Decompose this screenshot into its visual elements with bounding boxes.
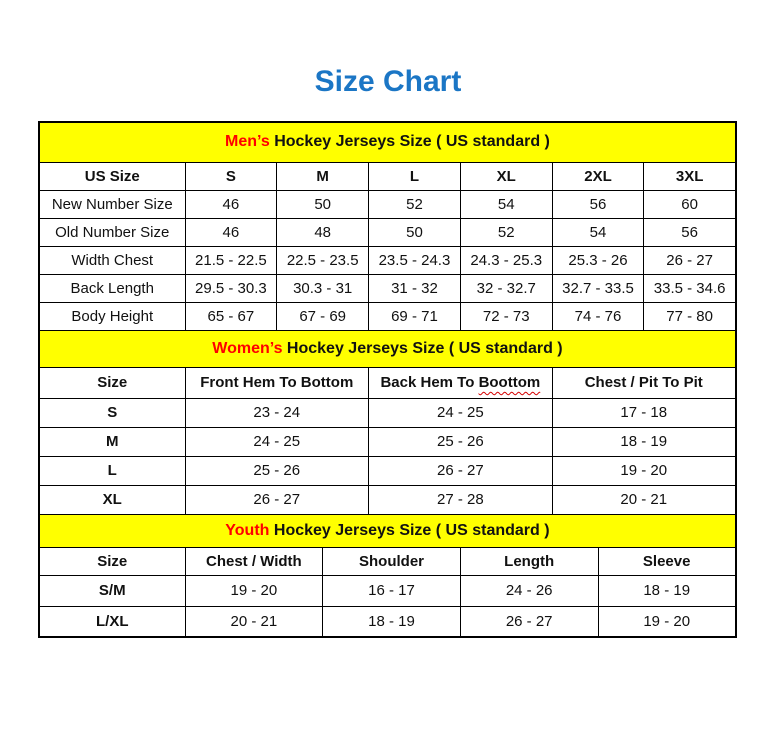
mens-section-static [39,122,736,190]
womens-col-header: Front Hem To Bottom [185,367,369,398]
size-value-cell: 19 - 20 [185,575,323,606]
mens-col-header: US Size [39,162,185,190]
size-value-cell: 24 - 25 [185,427,369,456]
mens-header-row [39,162,736,190]
womens-header-row [39,367,736,398]
mens-table-body [39,190,736,330]
size-value-cell: 26 - 27 [644,246,736,274]
size-value-cell: 52 [369,190,461,218]
size-value-cell: 54 [552,218,644,246]
mens-section-title [39,122,736,162]
table-row [39,218,736,246]
youth-section-title [39,514,736,547]
size-value-cell: 30.3 - 31 [277,274,369,302]
womens-title-rest: Hockey Jerseys Size ( US standard ) [282,339,563,357]
size-value-cell: 20 - 21 [552,485,736,514]
youth-header-row [39,547,736,575]
size-value-cell: 32 - 32.7 [460,274,552,302]
youth-col-header: Shoulder [323,547,461,575]
row-label: S/M [39,575,185,606]
size-value-cell: 17 - 18 [552,398,736,427]
size-value-cell: 50 [369,218,461,246]
size-value-cell: 25 - 26 [369,427,553,456]
size-value-cell: 20 - 21 [185,606,323,637]
page-title: Size Chart [314,65,462,98]
row-label: Width Chest [39,246,185,274]
mens-col-header: 2XL [552,162,644,190]
womens-section-static [39,330,736,398]
row-label: Old Number Size [39,218,185,246]
row-label: S [39,398,185,427]
back-hem-prefix: Back Hem To [380,374,479,391]
size-value-cell: 19 - 20 [552,456,736,485]
size-value-cell: 77 - 80 [644,302,736,330]
size-chart-table [38,121,737,638]
mens-col-header: S [185,162,277,190]
size-value-cell: 24.3 - 25.3 [460,246,552,274]
size-value-cell: 23 - 24 [185,398,369,427]
mens-col-header: L [369,162,461,190]
womens-col-header: Size [39,367,185,398]
mens-col-header: XL [460,162,552,190]
row-label: Body Height [39,302,185,330]
misspelled-word: Boottom [478,374,541,391]
table-row [39,246,736,274]
table-row [39,274,736,302]
youth-col-header: Chest / Width [185,547,323,575]
size-value-cell: 27 - 28 [369,485,553,514]
size-value-cell: 74 - 76 [552,302,644,330]
size-value-cell: 24 - 26 [460,575,598,606]
size-value-cell: 67 - 69 [277,302,369,330]
womens-col-header [369,367,553,398]
mens-col-header: 3XL [644,162,736,190]
size-value-cell: 33.5 - 34.6 [644,274,736,302]
size-value-cell: 50 [277,190,369,218]
size-value-cell: 24 - 25 [369,398,553,427]
row-label: XL [39,485,185,514]
mens-title-rest: Hockey Jerseys Size ( US standard ) [269,133,550,151]
youth-col-header: Sleeve [598,547,736,575]
size-value-cell: 22.5 - 23.5 [277,246,369,274]
size-value-cell: 46 [185,218,277,246]
womens-col-header: Chest / Pit To Pit [552,367,736,398]
size-value-cell: 21.5 - 22.5 [185,246,277,274]
size-value-cell: 25.3 - 26 [552,246,644,274]
size-value-cell: 29.5 - 30.3 [185,274,277,302]
row-label: M [39,427,185,456]
table-row [39,575,736,606]
youth-section-band [39,514,736,547]
size-value-cell: 54 [460,190,552,218]
row-label: New Number Size [39,190,185,218]
womens-section-band [39,330,736,367]
table-row [39,398,736,427]
size-value-cell: 56 [644,218,736,246]
size-value-cell: 26 - 27 [185,485,369,514]
row-label: L [39,456,185,485]
size-value-cell: 56 [552,190,644,218]
youth-table-body [39,575,736,637]
size-value-cell: 18 - 19 [598,575,736,606]
mens-section-band [39,122,736,162]
size-value-cell: 23.5 - 24.3 [369,246,461,274]
row-label: Back Length [39,274,185,302]
size-value-cell: 32.7 - 33.5 [552,274,644,302]
size-value-cell: 46 [185,190,277,218]
size-value-cell: 69 - 71 [369,302,461,330]
size-value-cell: 18 - 19 [323,606,461,637]
mens-col-header: M [277,162,369,190]
size-value-cell: 65 - 67 [185,302,277,330]
size-value-cell: 25 - 26 [185,456,369,485]
size-value-cell: 60 [644,190,736,218]
size-value-cell: 16 - 17 [323,575,461,606]
mens-highlight: Men’s [225,133,270,151]
table-row [39,427,736,456]
youth-section-static [39,514,736,575]
size-value-cell: 26 - 27 [460,606,598,637]
table-row [39,456,736,485]
table-row [39,485,736,514]
size-value-cell: 48 [277,218,369,246]
size-chart-container [38,121,735,638]
size-value-cell: 19 - 20 [598,606,736,637]
size-value-cell: 52 [460,218,552,246]
size-value-cell: 72 - 73 [460,302,552,330]
table-row [39,606,736,637]
youth-title-rest: Hockey Jerseys Size ( US standard ) [269,521,550,539]
size-value-cell: 18 - 19 [552,427,736,456]
womens-section-title [39,330,736,367]
size-value-cell: 31 - 32 [369,274,461,302]
womens-highlight: Women’s [212,339,283,357]
size-value-cell: 26 - 27 [369,456,553,485]
table-row [39,302,736,330]
youth-highlight: Youth [225,521,270,539]
youth-col-header: Size [39,547,185,575]
table-row [39,190,736,218]
womens-table-body [39,398,736,514]
youth-col-header: Length [460,547,598,575]
row-label: L/XL [39,606,185,637]
